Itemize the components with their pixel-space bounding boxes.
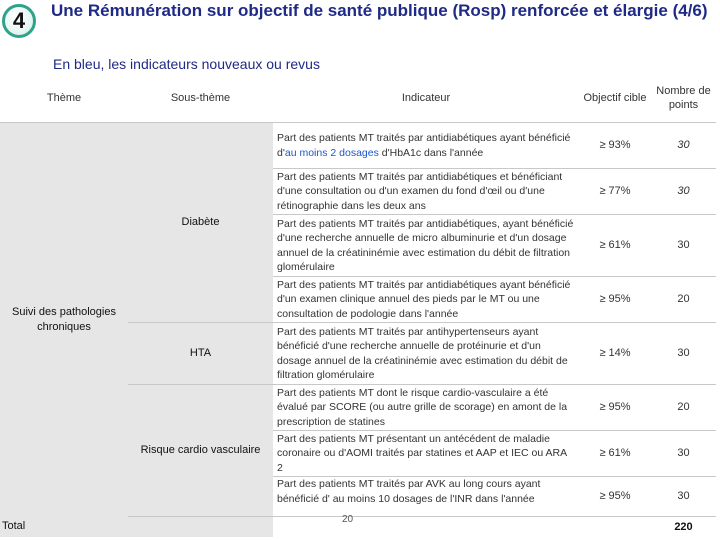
slide-subtitle: En bleu, les indicateurs nouveaux ou revus: [53, 56, 320, 72]
points-cell: 30: [651, 477, 716, 517]
subtheme-diabetes: [128, 123, 273, 323]
target-cell: ≥ 95%: [579, 477, 651, 517]
points-cell: 20: [651, 385, 716, 431]
total-spacer: [273, 517, 579, 537]
indicators-table: [0, 74, 716, 537]
points-cell: 30: [651, 215, 716, 277]
target-cell: ≥ 14%: [579, 323, 651, 385]
target-cell: ≥ 93%: [579, 123, 651, 169]
points-cell: 30: [651, 323, 716, 385]
target-cell: ≥ 61%: [579, 215, 651, 277]
slide-number: 4: [12, 8, 26, 33]
subtheme-hta: [128, 323, 273, 385]
target-cell: ≥ 77%: [579, 169, 651, 215]
page-number: 20: [342, 514, 354, 525]
header-indicator: Indicateur: [273, 74, 579, 123]
indicator-cell: Part des patients MT traités par antidiabétiques ayant bénéficié d'un examen clinique annuel des pieds par le MT ou une consultation de podologie dans l'année: [273, 277, 579, 323]
header-subtheme: Sous-thème: [128, 74, 273, 123]
subtheme-cardio: [128, 385, 273, 517]
subtheme-label: Diabète: [181, 216, 220, 229]
points-cell: 30: [651, 123, 716, 169]
indicator-cell: Part des patients MT traités par antidiabétiques, ayant bénéficié d'une recherche annuelle de micro albuminurie et d'un dosage annuel de la créatininémie avec estimation du débit de filtration glomérulaire: [273, 215, 579, 277]
points-cell: 30: [651, 169, 716, 215]
theme-cell: [0, 123, 128, 517]
header-target: Objectif cible: [579, 74, 651, 123]
points-cell: 30: [651, 431, 716, 477]
header-theme: Thème: [0, 74, 128, 123]
subtheme-label: Risque cardio vasculaire: [140, 444, 261, 457]
total-spacer: [579, 517, 651, 537]
indicator-cell: Part des patients MT dont le risque cardio-vasculaire a été évalué par SCORE (ou autre grille de scorage) en amont de la prescription de statines: [273, 385, 579, 431]
total-spacer: [128, 517, 273, 537]
indicator-cell: Part des patients MT traités par antihypertenseurs ayant bénéficié d'une recherche annuelle de protéinurie et d'un dosage annuel de la créatininémie avec estimation du débit de filtration glomérulaire: [273, 323, 579, 385]
total-label: Total: [0, 517, 128, 537]
target-cell: ≥ 95%: [579, 385, 651, 431]
header-points: Nombre de points: [651, 74, 716, 123]
indicator-cell: Part des patients MT traités par AVK au long cours ayant bénéficié d' au moins 10 dosages de l'INR dans l'année: [273, 477, 579, 517]
table-row: [0, 123, 716, 169]
indicator-cell: [273, 123, 579, 169]
target-cell: ≥ 95%: [579, 277, 651, 323]
slide-number-badge: [2, 4, 36, 38]
indicator-cell: Part des patients MT traités par antidiabétiques et bénéficiant d'une consultation ou d'un examen du fond d'œil ou d'une rétinographie dans les deux ans: [273, 169, 579, 215]
total-points: 220: [674, 520, 693, 533]
indicator-cell: Part des patients MT présentant un antécédent de maladie coronaire ou d'AOMI traités par statines et AAP et IEC ou ARA 2: [273, 431, 579, 477]
total-row: [0, 517, 716, 537]
target-cell: ≥ 61%: [579, 431, 651, 477]
subtheme-label: HTA: [189, 347, 212, 360]
theme-label: Suivi des pathologies chroniques: [12, 306, 116, 333]
indicator-highlight: au moins 2 dosages: [284, 146, 379, 159]
slide-title: Une Rémunération sur objectif de santé publique (Rosp) renforcée et élargie (4/6): [51, 1, 708, 20]
table-header-row: [0, 74, 716, 123]
points-cell: 20: [651, 277, 716, 323]
indicator-text: d'HbA1c dans l'année: [378, 146, 484, 159]
indicator-text: Part des patients MT traités par antidiabétiques ayant bénéficié d': [277, 132, 571, 159]
